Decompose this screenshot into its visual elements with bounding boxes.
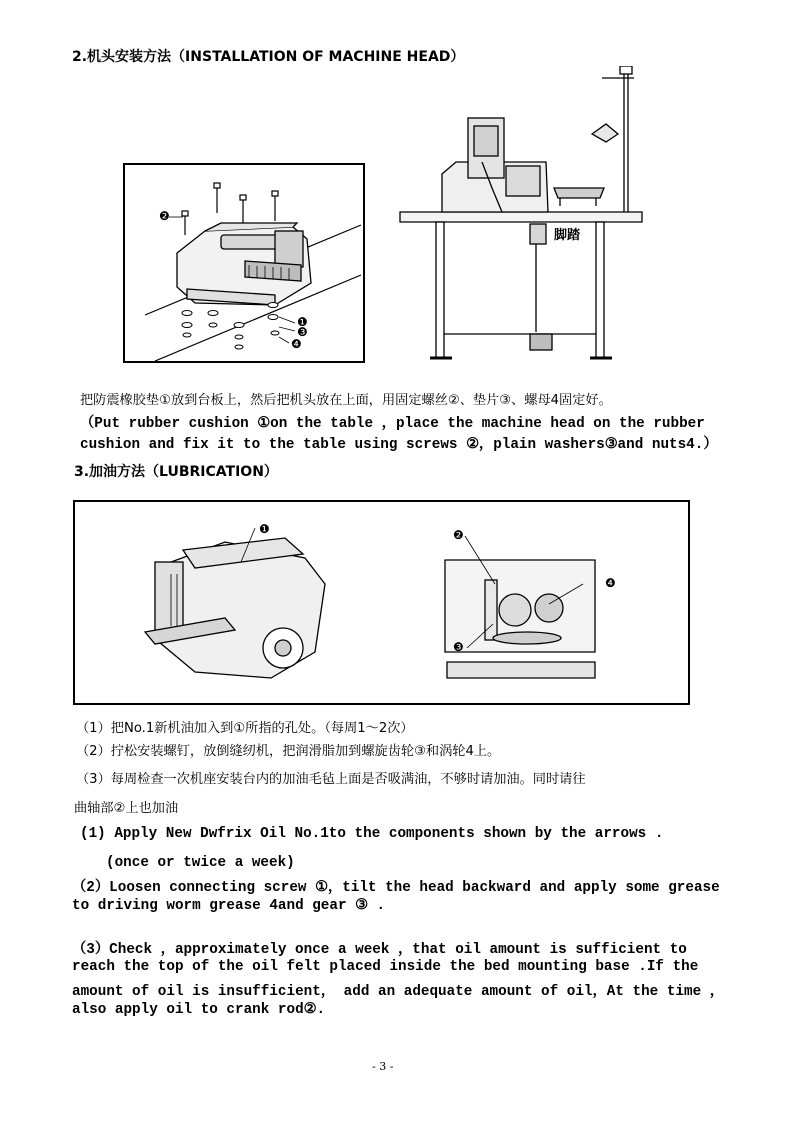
section-2-en-line-2: cushion and fix it to the table using screws ②，plain washers③and nuts4.） [80,437,718,453]
section-2-cn-text: 把防震橡胶垫①放到台板上，然后把机头放在上面，用固定螺丝②、垫片③、螺母4固定好。 [80,393,612,408]
lube-cn-line-1: （1）把No.1新机油加入到①所指的孔处。（每周1～2次） [76,721,414,736]
sewing-table-figure [396,66,646,366]
section-3-heading: 3.加油方法（LUBRICATION） [74,464,278,480]
lube-en-p1-line-2: (once or twice a week) [106,855,295,871]
section-2-en-line-1: （Put rubber cushion ①on the table ，place the machine head on the rubber [80,416,705,432]
lube-callout-2: ❷ [453,528,464,542]
callout-4: ❹ [291,337,302,351]
lube-en-p3-line-1: （3）Check ，approximately once a week ，that oil amount is sufficient to [72,942,687,958]
callout-2: ❷ [159,209,170,223]
sewing-table-drawing [396,66,646,366]
lube-callout-4: ❹ [605,576,616,590]
section-2-heading: 2.机头安装方法（INSTALLATION OF MACHINE HEAD） [72,49,465,65]
lube-cn-line-3: （3）每周检查一次机座安装台内的加油毛毡上面是否吸满油，不够时请加油。同时请往 [76,772,586,787]
callout-3: ❸ [297,325,308,339]
lube-callout-3: ❸ [453,640,464,654]
lubrication-drawing [75,502,688,703]
lube-cn-line-2: （2）拧松安装螺钉，放倒缝纫机，把润滑脂加到螺旋齿轮③和涡轮4上。 [76,744,501,759]
lube-en-p3-line-4: also apply oil to crank rod②. [72,1002,326,1018]
page-number: - 3 - [372,1060,394,1073]
lube-callout-1: ❶ [259,522,270,536]
pedal-label: 脚踏 [554,228,581,243]
lube-en-p3-line-3: amount of oil is insufficient， add an adequate amount of oil，At the time ， [72,984,725,1000]
lube-en-p2-line-1: （2）Loosen connecting screw ①，tilt the head backward and apply some grease [72,880,720,896]
lube-en-p1-line-1: (1) Apply New Dwfrix Oil No.1to the components shown by the arrows . [80,826,664,842]
callout-1: ❶ [297,315,308,329]
lube-en-p3-line-2: reach the top of the oil felt placed inside the bed mounting base .If the [72,959,699,975]
machine-head-exploded-drawing [125,165,363,361]
lubrication-figure [73,500,690,705]
installation-figure [123,163,365,363]
lube-cn-line-4: 曲轴部②上也加油 [74,801,179,816]
lube-en-p2-line-2: to driving worm grease 4and gear ③ . [72,898,386,914]
